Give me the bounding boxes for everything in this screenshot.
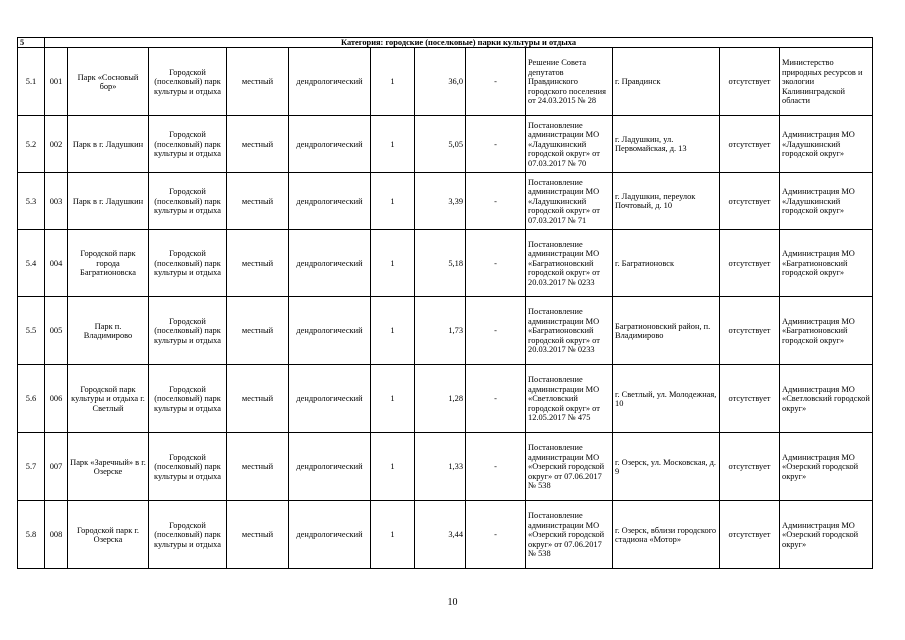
location-address: г. Багратионовск: [613, 230, 720, 297]
cluster-count: 1: [371, 116, 415, 173]
cluster-count: 1: [371, 297, 415, 365]
protection-zone: отсутствует: [720, 433, 780, 501]
founding-document: Постановление администрации МО «Ладушкинский городской округ» от 07.03.2017 № 71: [526, 173, 613, 230]
park-name: Парк «Сосновый бор»: [68, 48, 149, 116]
park-category: Городской (поселковый) парк культуры и отдыха: [149, 365, 227, 433]
object-code: 005: [45, 297, 68, 365]
table-row: [18, 433, 873, 501]
table-row: [18, 501, 873, 569]
row-number: 5.6: [18, 365, 45, 433]
significance-level: местный: [227, 116, 289, 173]
table-row: [18, 116, 873, 173]
park-category: Городской (поселковый) парк культуры и отдыха: [149, 230, 227, 297]
significance-level: местный: [227, 173, 289, 230]
table-row: [18, 230, 873, 297]
row-number: 5.1: [18, 48, 45, 116]
managing-authority: Администрация МО «Ладушкинский городской округ»: [780, 116, 873, 173]
park-category: Городской (поселковый) парк культуры и отдыха: [149, 297, 227, 365]
page-number: 10: [447, 597, 458, 608]
park-category: Городской (поселковый) парк культуры и отдыха: [149, 116, 227, 173]
dash-cell: -: [466, 501, 526, 569]
dash-cell: -: [466, 116, 526, 173]
cluster-count: 1: [371, 173, 415, 230]
location-address: г. Озерск, ул. Московская, д. 9: [613, 433, 720, 501]
object-code: 002: [45, 116, 68, 173]
area-value: 36,0: [415, 48, 466, 116]
dash-cell: -: [466, 230, 526, 297]
protection-zone: отсутствует: [720, 501, 780, 569]
protection-zone: отсутствует: [720, 297, 780, 365]
area-value: 5,05: [415, 116, 466, 173]
significance-level: местный: [227, 297, 289, 365]
cluster-count: 1: [371, 48, 415, 116]
location-address: Багратионовский район, п. Владимирово: [613, 297, 720, 365]
park-profile: дендрологический: [289, 230, 371, 297]
cluster-count: 1: [371, 433, 415, 501]
managing-authority: Администрация МО «Багратионовский городской округ»: [780, 230, 873, 297]
location-address: г. Озерск, вблизи городского стадиона «Мотор»: [613, 501, 720, 569]
row-number: 5.8: [18, 501, 45, 569]
area-value: 3,44: [415, 501, 466, 569]
cluster-count: 1: [371, 230, 415, 297]
managing-authority: Администрация МО «Озерский городской округ»: [780, 433, 873, 501]
park-name: Парк в г. Ладушкин: [68, 116, 149, 173]
location-address: г. Ладушкин, ул. Первомайская, д. 13: [613, 116, 720, 173]
founding-document: Постановление администрации МО «Озерский городской округ» от 07.06.2017 № 538: [526, 433, 613, 501]
row-number: 5.3: [18, 173, 45, 230]
managing-authority: Администрация МО «Озерский городской округ»: [780, 501, 873, 569]
protection-zone: отсутствует: [720, 116, 780, 173]
object-code: 004: [45, 230, 68, 297]
row-number: 5.4: [18, 230, 45, 297]
park-name: Городской парк культуры и отдыха г. Светлый: [68, 365, 149, 433]
park-profile: дендрологический: [289, 173, 371, 230]
row-number: 5.5: [18, 297, 45, 365]
table-row: [18, 48, 873, 116]
location-address: г. Ладушкин, переулок Почтовый, д. 10: [613, 173, 720, 230]
object-code: 001: [45, 48, 68, 116]
dash-cell: -: [466, 173, 526, 230]
significance-level: местный: [227, 433, 289, 501]
table-row: [18, 365, 873, 433]
park-category: Городской (поселковый) парк культуры и отдыха: [149, 433, 227, 501]
park-category: Городской (поселковый) парк культуры и отдыха: [149, 173, 227, 230]
park-profile: дендрологический: [289, 116, 371, 173]
table-row: [18, 173, 873, 230]
object-code: 008: [45, 501, 68, 569]
section-title: Категория: городские (поселковые) парки культуры и отдыха: [45, 38, 873, 48]
row-number: 5.2: [18, 116, 45, 173]
park-profile: дендрологический: [289, 297, 371, 365]
area-value: 1,28: [415, 365, 466, 433]
park-profile: дендрологический: [289, 365, 371, 433]
park-name: Городской парк города Багратионовска: [68, 230, 149, 297]
dash-cell: -: [466, 48, 526, 116]
managing-authority: Администрация МО «Светловский городской округ»: [780, 365, 873, 433]
area-value: 1,33: [415, 433, 466, 501]
location-address: г. Светлый, ул. Молодежная, 10: [613, 365, 720, 433]
protected-areas-table: [17, 37, 873, 569]
significance-level: местный: [227, 365, 289, 433]
section-number: 5: [18, 38, 45, 48]
area-value: 1,73: [415, 297, 466, 365]
park-profile: дендрологический: [289, 501, 371, 569]
park-name: Парк «Заречный» в г. Озерске: [68, 433, 149, 501]
founding-document: Постановление администрации МО «Багратионовский городской округ» от 20.03.2017 № 0233: [526, 230, 613, 297]
park-name: Городской парк г. Озерска: [68, 501, 149, 569]
park-category: Городской (поселковый) парк культуры и отдыха: [149, 48, 227, 116]
object-code: 003: [45, 173, 68, 230]
location-address: г. Правдинск: [613, 48, 720, 116]
area-value: 5,18: [415, 230, 466, 297]
managing-authority: Министерство природных ресурсов и экологии Калининградской области: [780, 48, 873, 116]
managing-authority: Администрация МО «Багратионовский городской округ»: [780, 297, 873, 365]
object-code: 006: [45, 365, 68, 433]
significance-level: местный: [227, 501, 289, 569]
park-name: Парк в г. Ладушкин: [68, 173, 149, 230]
founding-document: Постановление администрации МО «Светловский городской округ» от 12.05.2017 № 475: [526, 365, 613, 433]
park-profile: дендрологический: [289, 433, 371, 501]
object-code: 007: [45, 433, 68, 501]
park-profile: дендрологический: [289, 48, 371, 116]
table-body: [18, 48, 873, 569]
cluster-count: 1: [371, 365, 415, 433]
park-name: Парк п. Владимирово: [68, 297, 149, 365]
managing-authority: Администрация МО «Ладушкинский городской округ»: [780, 173, 873, 230]
park-category: Городской (поселковый) парк культуры и отдыха: [149, 501, 227, 569]
protection-zone: отсутствует: [720, 173, 780, 230]
table-row: [18, 297, 873, 365]
row-number: 5.7: [18, 433, 45, 501]
dash-cell: -: [466, 433, 526, 501]
founding-document: Постановление администрации МО «Ладушкинский городской округ» от 07.03.2017 № 70: [526, 116, 613, 173]
cluster-count: 1: [371, 501, 415, 569]
protection-zone: отсутствует: [720, 365, 780, 433]
dash-cell: -: [466, 297, 526, 365]
significance-level: местный: [227, 48, 289, 116]
protection-zone: отсутствует: [720, 230, 780, 297]
category-header-row: [18, 38, 873, 48]
founding-document: Постановление администрации МО «Озерский городской округ» от 07.06.2017 № 538: [526, 501, 613, 569]
founding-document: Решение Совета депутатов Правдинского городского поселения от 24.03.2015 № 28: [526, 48, 613, 116]
dash-cell: -: [466, 365, 526, 433]
founding-document: Постановление администрации МО «Багратионовский городской округ» от 20.03.2017 № 0233: [526, 297, 613, 365]
protection-zone: отсутствует: [720, 48, 780, 116]
significance-level: местный: [227, 230, 289, 297]
area-value: 3,39: [415, 173, 466, 230]
